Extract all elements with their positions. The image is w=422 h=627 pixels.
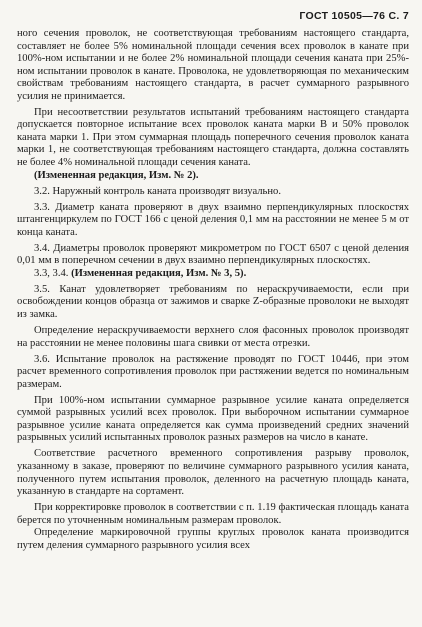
paragraph-3-5: 3.5. Канат удовлетворяет требованиям по нераскручиваемости, если при освобождении концов образца от зажимов и сварке Z-образные проволоки не выходят из замка. (17, 283, 409, 320)
paragraph-3-3: 3.3. Диаметр каната проверяют в двух взаимно перпендикулярных плоскостях штангенциркулем по ГОСТ 166 с ценой деления 0,1 мм на расстоянии не менее 5 м от конца каната. (17, 201, 409, 238)
paragraph-breaking-force: При 100%-ном испытании суммарное разрывное усилие каната определяется суммой разрывных усилий всех проволок. При выборочном испытании суммарное разрывное усилие каната определяется как сумма произведений средних значений разрывных усилий испытанных проволок разных размеров на число в канате. (17, 394, 409, 444)
paragraph-untwist: Определение нераскручиваемости верхнего слоя фасонных проволок производят на расстоянии не менее половины шага свивки от места отрезки. (17, 325, 409, 349)
running-header: ГОСТ 10505—76 С. 7 (299, 10, 409, 22)
amendment-note-1: (Измененная редакция, Изм. № 2). (34, 169, 199, 181)
paragraph-3-6: 3.6. Испытание проволок на растяжение проводят по ГОСТ 10446, при этом расчет временного сопротивления проволок при растяжении ведется по номинальным размерам. (17, 353, 409, 390)
amendment-note-2 (17, 268, 409, 281)
paragraph-2: При несоответствии результатов испытаний требованиям настоящего стандарта допускается повторное испытание всех проволок каната марки В и 50% проволок каната марки 1. При этом суммарная площадь поперечного сечения проволок каната марки 1, не соответствующая требованиям настоящего стандарта, должна составлять не более 4% номинальной площади сечения каната. (17, 106, 409, 168)
paragraph-marking-group: Определение маркировочной группы круглых проволок каната производится путем деления суммарного разрывного усилия всех (17, 527, 409, 551)
amendment-note-2-text: (Измененная редакция, Изм. № 3, 5). (71, 267, 247, 279)
paragraph-1: ного сечения проволок, не соответствующая требованиям настоящего стандарта, составляет не более 5% номинальной площади сечения всех проволок в канате при 100%-ном испытании и не более 2% номинальной площади сечения каната при 25%-ном испытании проволок в канате. Проволока, не удовлетворяющая по механическим свойствам требованиям настоящего стандарта, в расчет суммарного разрывного усилия не принимается. (17, 28, 409, 102)
document-body (17, 28, 409, 552)
paragraph-3-2: 3.2. Наружный контроль каната производят визуально. (34, 185, 281, 197)
paragraph-3-4: 3.4. Диаметры проволок проверяют микрометром по ГОСТ 6507 с ценой деления 0,01 мм в поперечном сечении в двух взаимно перпендикулярных плоскостях. (17, 242, 409, 267)
amendment-note-2-prefix: 3.3, 3.4. (34, 267, 72, 279)
paragraph-correction: При корректировке проволок в соответствии с п. 1.19 фактическая площадь каната берется по уточненным номинальным размерам проволок. (17, 502, 409, 526)
paragraph-conformity: Соответствие расчетного временного сопротивления разрыву проволок, указанному в заказе, проверяют по величине суммарного разрывного усилия каната, полученного путем испытания проволок, деленного на расчетную площадь каната, указанную в стандарте на сортамент. (17, 448, 409, 498)
